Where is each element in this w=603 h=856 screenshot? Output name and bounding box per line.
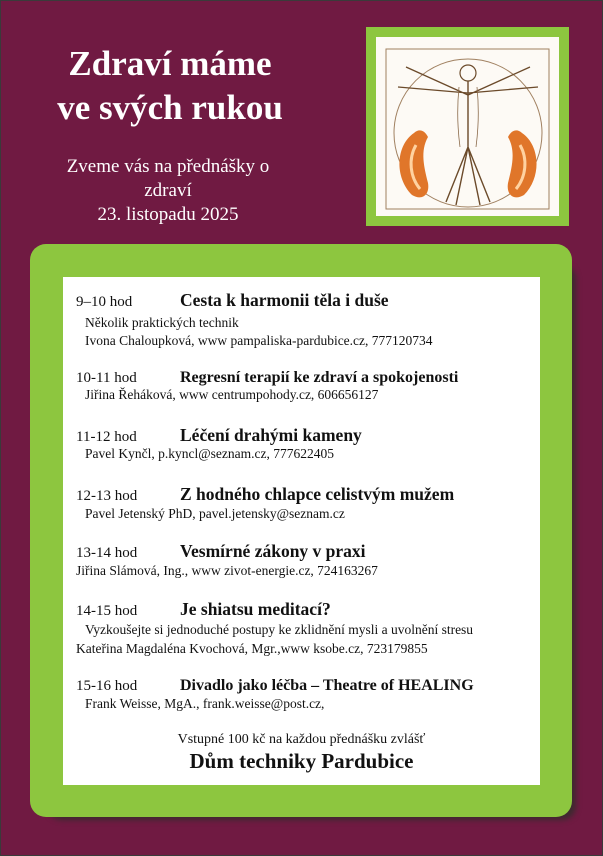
headline [20,42,320,130]
program-description: Vyzkoušejte si jednoduché postupy ke zklidnění mysli a uvolnění stresu [85,622,474,637]
program-time: 9–10 hod [76,294,133,310]
program-panel [63,277,540,785]
program-title: Léčení drahými kameny [180,425,362,445]
program-speaker: Jiřina Řeháková, www centrumpohody.cz, 606656127 [85,387,379,402]
program-title: Divadlo jako léčba – Theatre of HEALING [180,677,474,694]
program-speaker: Pavel Kynčl, p.kyncl@seznam.cz, 777622405 [85,446,334,461]
event-date: 23. listopadu 2025 [97,204,239,225]
headline-line-1: Zdraví máme [68,44,272,83]
program-title: Regresní terapií ke zdraví a spokojenosti [180,369,459,386]
program-speaker: Frank Weisse, MgA., frank.weisse@post.cz, [85,696,325,711]
program-time: 13-14 hod [76,545,138,561]
venue-title: Dům techniky Pardubice [189,749,414,773]
program-title: Je shiatsu meditací? [180,599,331,619]
admission-note: Vstupné 100 kč na každou přednášku zvlášť [177,732,426,747]
invitation-line-2: zdraví [144,180,192,201]
program-time: 12-13 hod [76,488,138,504]
program-title: Cesta k harmonii těla i duše [180,290,389,310]
vitruvian-illustration [376,37,559,216]
invitation-line-1: Zveme vás na přednášky o [66,156,270,177]
program-title: Vesmírné zákony v praxi [180,541,366,561]
program-speaker: Kateřina Magdaléna Kvochová, Mgr.,www ksobe.cz, 723179855 [76,641,428,656]
program-time: 14-15 hod [76,603,138,619]
program-speaker: Ivona Chaloupková, www pampaliska-pardubice.cz, 777120734 [85,333,433,348]
program-speaker: Jiřina Slámová, Ing., www zivot-energie.cz, 724163267 [76,563,378,578]
invitation-text [30,155,306,227]
vitruvian-man-icon [376,37,559,216]
program-description: Několik praktických technik [85,315,239,330]
image-frame [366,27,569,226]
right-hand-icon [508,130,537,197]
left-hand-icon [399,130,428,197]
headline-line-2: ve svých rukou [57,88,283,127]
program-title: Z hodného chlapce celistvým mužem [180,484,455,504]
program-time: 15-16 hod [76,678,138,694]
program-speaker: Pavel Jetenský PhD, pavel.jetensky@seznam.cz [85,506,345,521]
program-time: 10-11 hod [76,370,137,386]
program-time: 11-12 hod [76,429,137,445]
